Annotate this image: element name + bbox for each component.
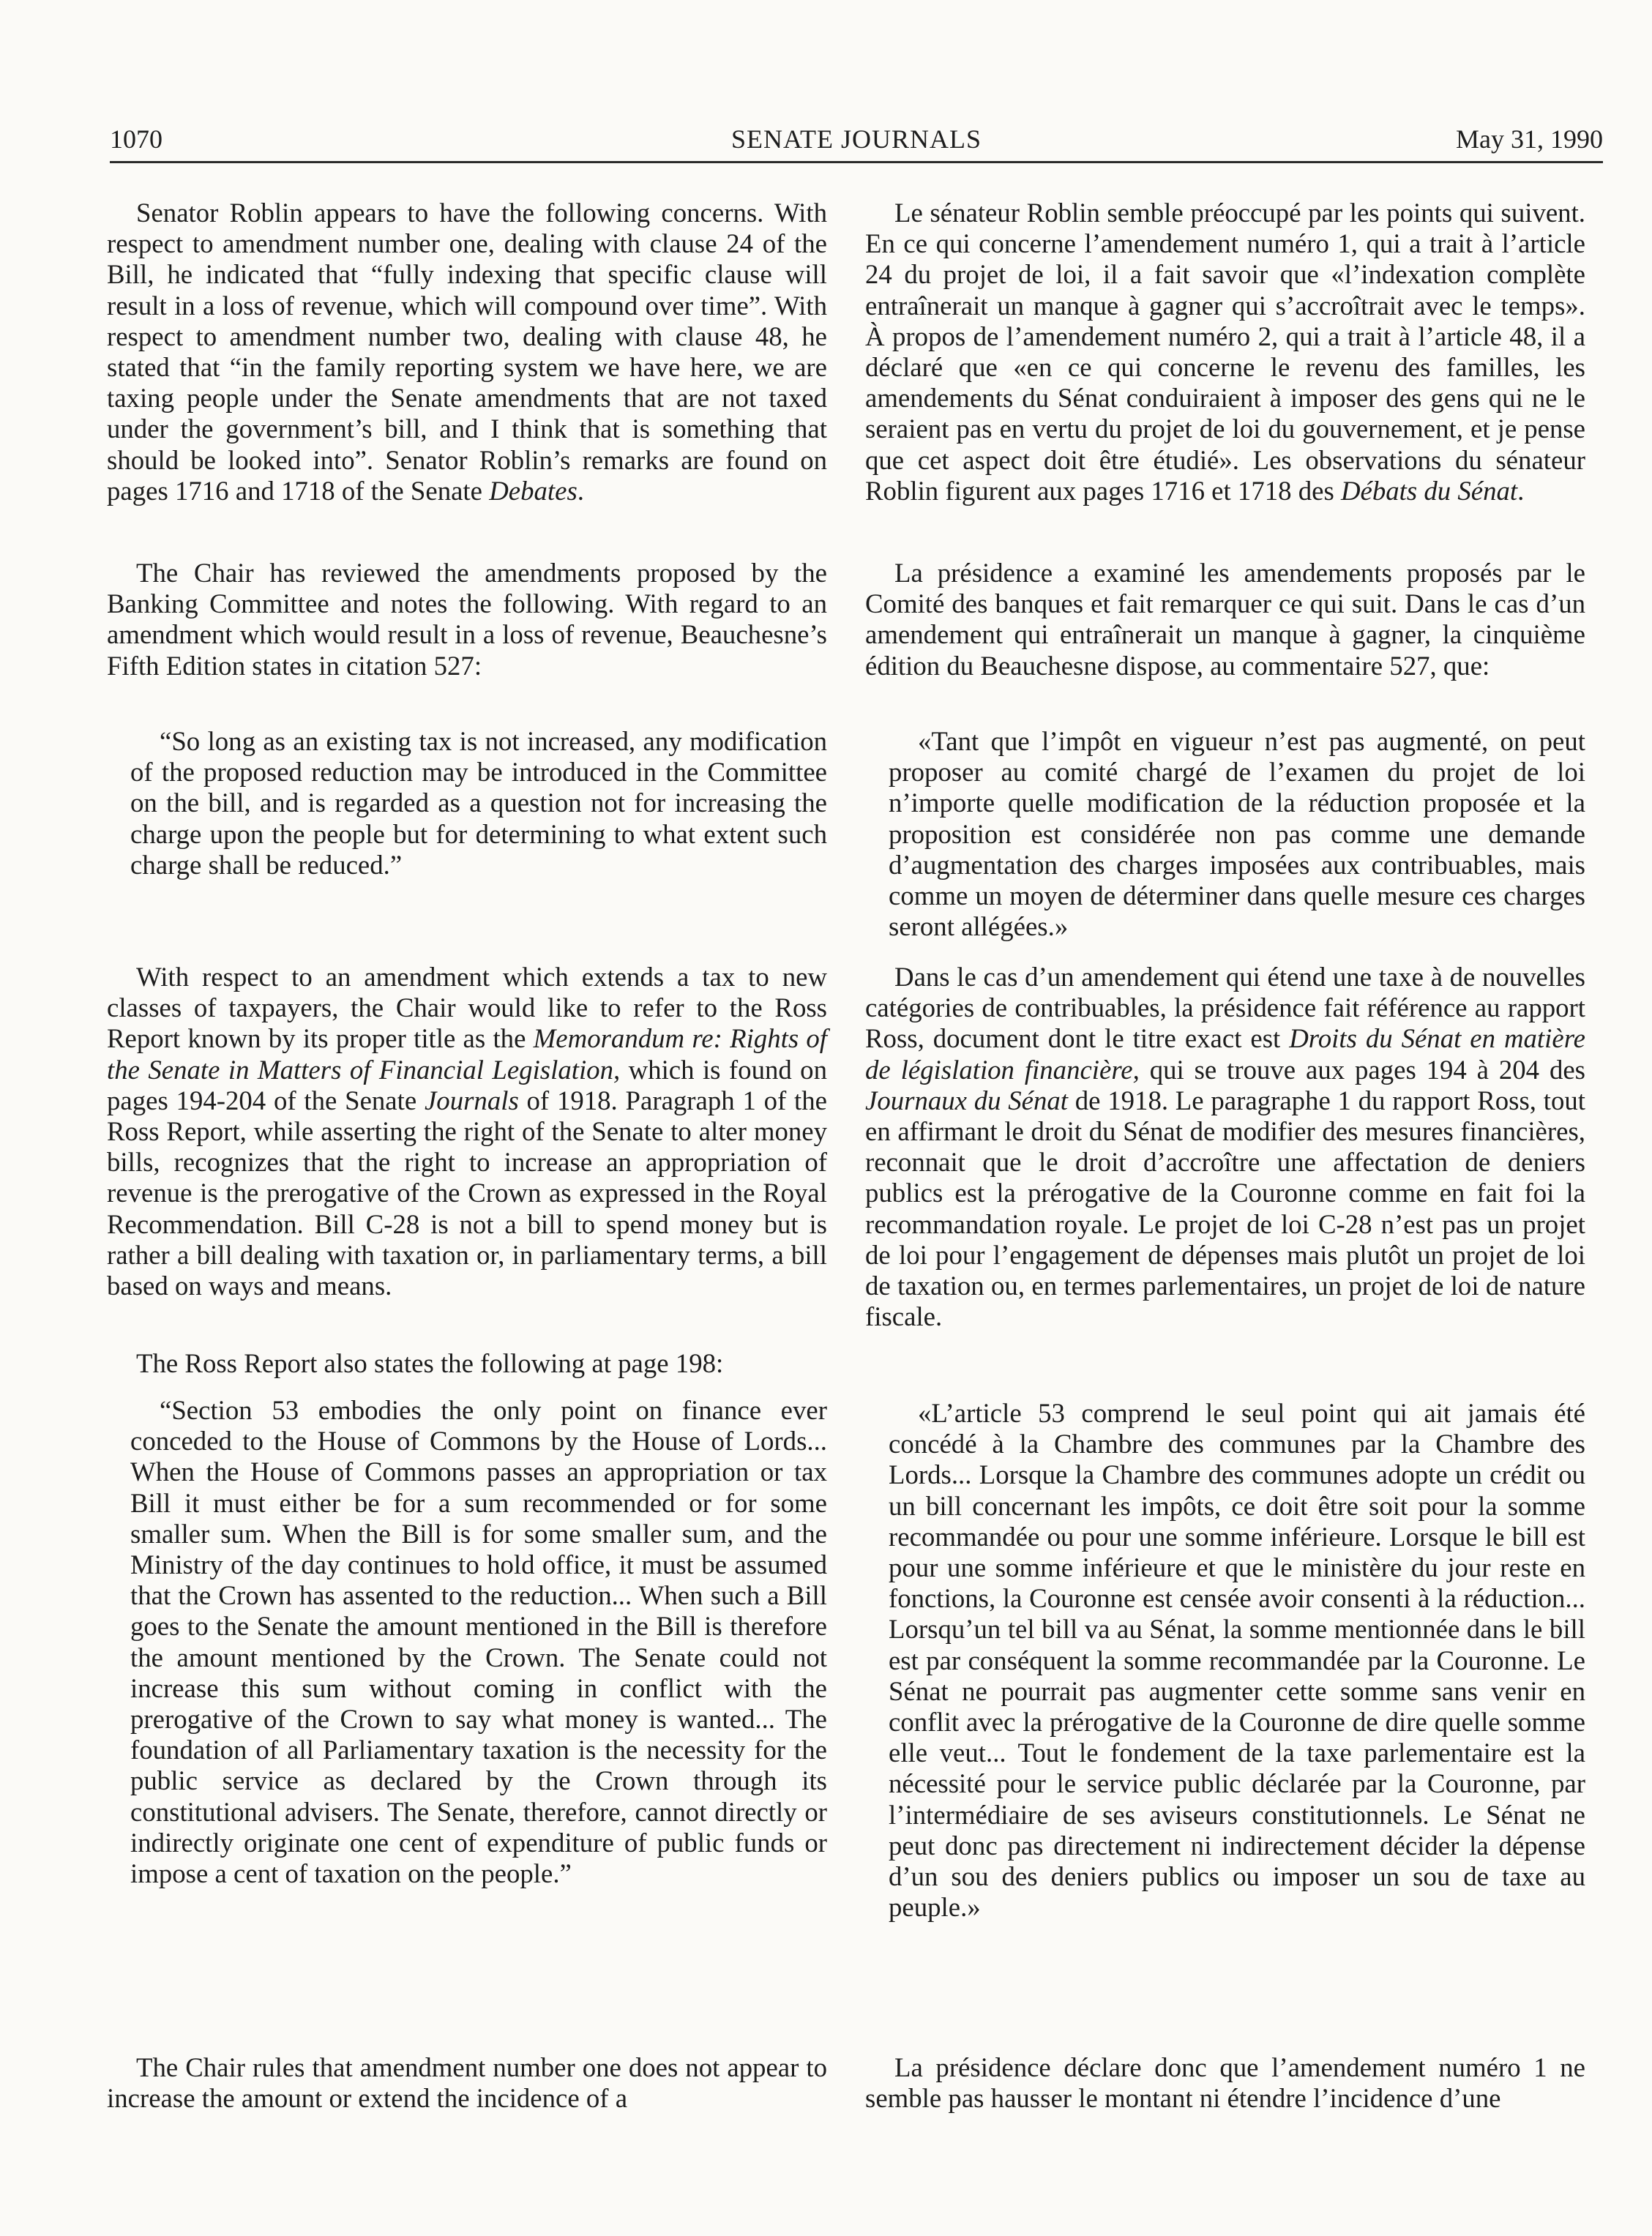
fr-quote-section-53: «L’article 53 comprend le seul point qui ait jamais été concédé à la Chambre des communes par la Chambre des Lords... Lorsque la Chambre des communes adopte un crédit ou un bill concernant les impôts, ce doit être soit pour la somme recommandée ou pour une somme inférieure. Lorsque le bill est pour une somme inférieure et que le ministère du jour reste en fonctions, la Couronne est censée avoir consenti à la réduction... Lorsqu’un tel bill va au Sénat, la somme mentionnée dans le bill est par conséquent la somme recommandée par la Couronne. Le Sénat ne pourrait pas augmenter cette somme sans venir en conflit avec la prérogative de la Couronne de dire quelle somme elle veut... Tout le fondement de la taxe parlementaire est la nécessité pour le service public déclarée par la Couronne, par l’intermédiaire de ses aviseurs constitutionnels. Le Sénat ne peut donc pas directement ni indirectement décider la dépense d’un sou des deniers publics ou imposer un sou de taxe au peuple.» — [889, 1398, 1585, 1923]
page-number: 1070 — [110, 124, 162, 154]
en-paragraph-ross-page-198: The Ross Report also states the following at page 198: — [136, 1348, 724, 1378]
fr-paragraph-ross-report: Dans le cas d’un amendement qui étend une taxe à de nouvelles catégories de contribuables, la présidence fait référence au rapport Ross, document dont le titre exact est Droits du Sénat en matière de législation financière, qui se trouve aux pages 194 à 204 des Journaux du Sénat de 1918. Le paragraphe 1 du rapport Ross, tout en affirmant le droit du Sénat de modifier des mesures financières, reconnait que le droit d’accroître une affectation de deniers publics est la prérogative de la Couronne comme en fait foi la recommandation royale. Le projet de loi C-28 n’est pas un projet de loi pour l’engagement de dépenses mais plutôt un projet de loi de taxation ou, en termes parlementaires, un projet de loi de nature fiscale. — [865, 962, 1585, 1332]
fr-paragraph-chair-rules: La présidence déclare donc que l’amendement numéro 1 ne semble pas hausser le montant ni étendre l’incidence d’une — [865, 2052, 1585, 2114]
en-paragraph-chair-rules: The Chair rules that amendment number one does not appear to increase the amount or extend the incidence of a — [107, 2052, 827, 2114]
fr-paragraph-roblin-concerns: Le sénateur Roblin semble préoccupé par les points qui suivent. En ce qui concerne l’amendement numéro 1, qui a trait à l’article 24 du projet de loi, il a fait savoir que «l’indexation complète entraînerait un manque à gagner qui s’accroîtrait avec le temps». À propos de l’amendement numéro 2, qui a trait à l’article 48, il a déclaré que «en ce qui concerne le revenu des familles, les amendements du Sénat conduiraient à imposer des gens qui ne le seraient pas en vertu du projet de loi du gouvernement, et je pense que cet aspect doit être étudié». Les observations du sénateur Roblin figurent aux pages 1716 et 1718 des Débats du Sénat. — [865, 198, 1585, 506]
en-quote-citation-527: “So long as an existing tax is not increased, any modification of the proposed reduction may be introduced in the Committee on the bill, and is regarded as a question not for increasing the charge upon the people but for determining to what extent such charge shall be reduced.” — [130, 726, 827, 880]
fr-paragraph-chair-review: La présidence a examiné les amendements proposés par le Comité des banques et fait remarquer ce qui suit. Dans le cas d’un amendement qui entraînerait un manque à gagner, la cinquième édition du Beauchesne dispose, au commentaire 527, que: — [865, 558, 1585, 681]
en-paragraph-chair-review: The Chair has reviewed the amendments proposed by the Banking Committee and notes the following. With regard to an amendment which would result in a loss of revenue, Beauchesne’s Fifth Edition states in citation 527: — [107, 558, 827, 681]
fr-quote-citation-527: «Tant que l’impôt en vigueur n’est pas augmenté, on peut proposer au comité chargé de l’examen du projet de loi n’importe quelle modification de la réduction proposée et la proposition est considérée non pas comme une demande d’augmentation des charges imposées aux contribuables, mais comme un moyen de déterminer dans quelle mesure ces charges seront allégées.» — [889, 726, 1585, 942]
journal-title: SENATE JOURNALS — [730, 124, 982, 154]
running-header — [110, 123, 1603, 163]
page-date: May 31, 1990 — [1456, 124, 1603, 154]
en-paragraph-roblin-concerns: Senator Roblin appears to have the following concerns. With respect to amendment number one, dealing with clause 24 of the Bill, he indicated that “fully indexing that specific clause will result in a loss of revenue, which will compound over time”. With respect to amendment number two, dealing with clause 48, he stated that “in the family reporting system we have here, we are taxing people under the Senate amendments that are not taxed under the government’s bill, and I think that is something that should be looked into”. Senator Roblin’s remarks are found on pages 1716 and 1718 of the Senate Debates. — [107, 198, 827, 506]
en-paragraph-ross-report: With respect to an amendment which extends a tax to new classes of taxpayers, the Chair would like to refer to the Ross Report known by its proper title as the Memorandum re: Rights of the Senate in Matters of Financial Legislation, which is found on pages 194-204 of the Senate Journals of 1918. Paragraph 1 of the Ross Report, while asserting the right of the Senate to alter money bills, recognizes that the right to increase an appropriation of revenue is the prerogative of the Crown as expressed in the Royal Recommendation. Bill C-28 is not a bill to spend money but is rather a bill dealing with taxation or, in parliamentary terms, a bill based on ways and means. — [107, 962, 827, 1301]
en-quote-section-53: “Section 53 embodies the only point on finance ever conceded to the House of Commons by the House of Lords... When the House of Commons passes an appropriation or tax Bill it must either be for a sum recommended or for some smaller sum. When the Bill is for some smaller sum, and the Ministry of the day continues to hold office, it must be assumed that the Crown has assented to the reduction... When such a Bill goes to the Senate the amount mentioned in the Bill is therefore the amount mentioned by the Crown. The Senate could not increase this sum without coming in conflict with the prerogative of the Crown to say what money is wanted... The foundation of all Parliamentary taxation is the necessity for the public service as declared by the Crown through its constitutional advisers. The Senate, therefore, cannot directly or indirectly originate one cent of expenditure of public funds or impose a cent of taxation on the people.” — [130, 1395, 827, 1889]
